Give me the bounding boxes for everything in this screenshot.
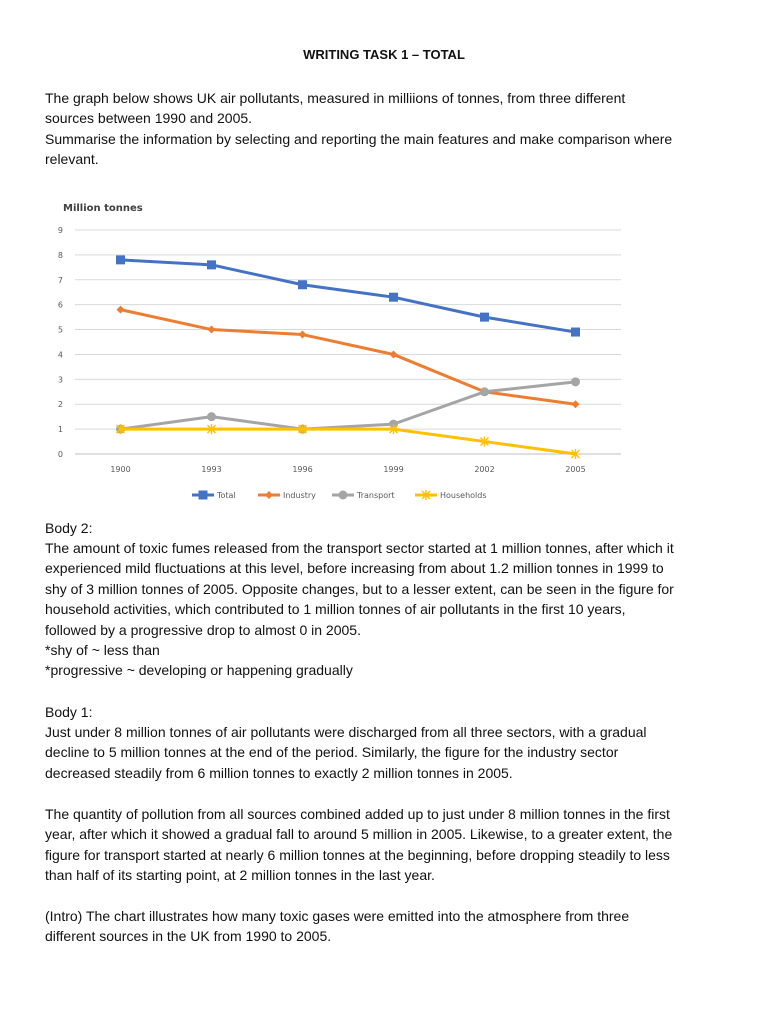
- series-lines: [116, 255, 580, 459]
- data-point-transport: [571, 377, 580, 386]
- paragraph-line: The quantity of pollution from all sources combined added up to just under 8 million tonnes in the first: [45, 806, 670, 822]
- legend-marker-industry: [265, 491, 273, 499]
- body1-paragraph: [45, 722, 721, 783]
- body1-line: decreased steadily from 6 million tonnes to exactly 2 million tonnes in 2005.: [45, 764, 513, 781]
- data-point-total: [480, 313, 489, 322]
- data-point-industry: [299, 331, 307, 339]
- data-point-total: [207, 260, 216, 269]
- y-tick-label: 0: [57, 450, 63, 459]
- y-tick-label: 8: [57, 250, 63, 260]
- data-point-total: [116, 255, 125, 264]
- prompt-line: sources between 1990 and 2005.: [45, 110, 253, 127]
- series-line-transport: [121, 382, 576, 429]
- x-tick-label: 1900: [110, 465, 131, 474]
- prompt-line: relevant.: [45, 151, 99, 168]
- x-tick-label: 1996: [292, 465, 313, 474]
- paragraph-line: than half of its starting point, at 2 million tonnes in the last year.: [45, 867, 435, 884]
- legend-label-transport: Transport: [357, 491, 395, 500]
- data-point-total: [298, 280, 307, 289]
- page-title: WRITING TASK 1 – TOTAL: [303, 47, 465, 62]
- y-tick-label: 9: [57, 226, 63, 235]
- body1-heading: Body 1:: [45, 704, 93, 720]
- series-line-total: [121, 260, 576, 332]
- paragraph-total-summary: [45, 804, 721, 886]
- data-point-industry: [117, 306, 125, 314]
- paragraph-line: figure for transport started at nearly 6 million tonnes at the beginning, before dropping steadily to less: [45, 846, 670, 863]
- y-tick-labels: [58, 226, 63, 459]
- body2-line: shy of 3 million tonnes of 2005. Opposite changes, but to a lesser extent, can be seen in the figure for: [45, 580, 674, 597]
- x-tick-label: 2002: [474, 465, 495, 474]
- data-point-total: [571, 328, 580, 337]
- body2-paragraph: [45, 538, 721, 681]
- prompt-line: Summarise the information by selecting and reporting the main features and make comparison where: [45, 130, 673, 147]
- x-tick-labels: [110, 465, 585, 474]
- body2-line: The amount of toxic fumes released from the transport sector started at 1 million tonnes, after which it: [45, 540, 674, 556]
- legend-label-industry: Industry: [283, 491, 316, 500]
- x-tick-label: 2005: [565, 465, 586, 474]
- y-tick-label: 7: [57, 275, 63, 285]
- body2-note: *shy of ~ less than: [45, 642, 160, 659]
- paragraph-line: (Intro) The chart illustrates how many toxic gases were emitted into the atmosphere from three: [45, 908, 630, 924]
- body1-line: decline to 5 million tonnes at the end of the period. Similarly, the figure for the industry sector: [45, 744, 619, 761]
- legend-marker-transport: [339, 491, 348, 500]
- data-point-industry: [572, 400, 580, 408]
- y-tick-label: 5: [57, 325, 63, 335]
- y-tick-label: 1: [57, 425, 63, 435]
- y-tick-label: 2: [57, 400, 63, 410]
- gridlines: [75, 230, 621, 454]
- body2-line: experienced mild fluctuations at this level, before increasing from about 1.2 million tonnes in 1999 to: [45, 560, 664, 577]
- line-chart: [45, 188, 645, 510]
- x-tick-label: 1999: [383, 465, 404, 474]
- body2-note: *progressive ~ developing or happening gradually: [45, 662, 353, 679]
- data-point-industry: [390, 350, 398, 358]
- prompt-line: The graph below shows UK air pollutants, measured in milliions of tonnes, from three different: [45, 90, 626, 106]
- data-point-total: [389, 293, 398, 302]
- y-axis-label: Million tonnes: [63, 203, 143, 214]
- x-tick-label: 1993: [201, 465, 222, 474]
- paragraph-line: year, after which it showed a gradual fall to around 5 million in 2005. Likewise, to a greater extent, the: [45, 826, 673, 843]
- data-point-transport: [207, 412, 216, 421]
- paragraph-intro: [45, 906, 721, 947]
- y-tick-label: 3: [57, 375, 63, 385]
- legend-label-total: Total: [217, 491, 236, 500]
- legend: [192, 490, 487, 500]
- y-tick-label: 6: [57, 300, 63, 310]
- chart-svg: [45, 188, 645, 510]
- body2-line: household activities, which contributed to 1 million tonnes of air pollutants in the first 10 years,: [45, 601, 626, 618]
- legend-label-households: Households: [440, 491, 487, 500]
- body2-line: followed by a progressive drop to almost 0 in 2005.: [45, 621, 361, 638]
- task-prompt: [45, 88, 721, 170]
- body2-heading: Body 2:: [45, 520, 93, 536]
- paragraph-line: different sources in the UK from 1990 to 2005.: [45, 928, 332, 945]
- data-point-transport: [480, 387, 489, 396]
- y-tick-label: 4: [57, 350, 63, 360]
- legend-marker-total: [199, 491, 208, 500]
- data-point-industry: [208, 326, 216, 334]
- body1-line: Just under 8 million tonnes of air pollutants were discharged from all three sectors, with a gradual: [45, 724, 647, 740]
- series-line-households: [121, 429, 576, 454]
